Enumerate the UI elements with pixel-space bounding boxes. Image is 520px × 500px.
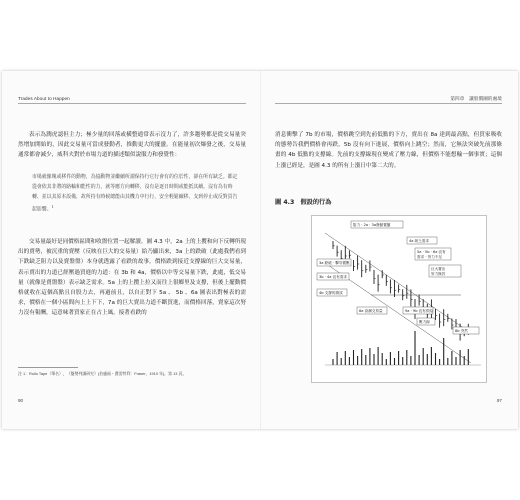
figure-4-3 [311, 215, 487, 383]
header-rule [18, 103, 246, 104]
body-paragraph-right [275, 130, 502, 171]
footnote-rule [18, 367, 78, 368]
label-no-result: 努力無效 [431, 272, 446, 276]
paragraph-1-text: 表示為潤虎認但主力；極少量的回落或橫整通常表示沒力了，許多趨勢都是從交易量突然增加開始的，因此交易量可當成發動者，推動更大的擺盪。在能量初次爆發之後，交易量通常都會減少，威科夫對於市場力道的描述類似說服力和發覺性： [18, 132, 246, 159]
paragraph-right-text: 消息衝擊了 7b 的市場，價格跳空到先前低點的下方，賣出在 8a 達到最高點，但買家吸收的態勢告我們價格會再跌，5b 沒有向下進展，價格向上跳空；然而，它無法突破先前那條畫的 4b 低點的支撐線。先前的支撐線現在變成了壓力線，但價格不能想輸一個事實；這個上漲已經是，是圖 4.3 的所有上漲日中第二大的。 [275, 132, 502, 169]
footnote: 注 1：Rollo Tape（筆名），《盤勢判讀研究》(伯盧福・費雷特利：Fraser，1910 年)，第 13 頁。 [18, 371, 187, 376]
hypothetical-behavior-chart [311, 215, 487, 383]
label-big-selling: 巨大賣出 [431, 267, 446, 271]
label-resistance-line: 壓力線 [419, 320, 430, 324]
label-3b: 3b · 4a 沒有需求 [319, 275, 348, 279]
left-page [2, 71, 260, 429]
label-effort-a: 5a · 5b · 6a 沒有 [417, 250, 446, 254]
label-no-demand: 4a 缺乏需求 [409, 239, 430, 243]
quote-text: 市場就像塊或移件的動物，為協動物並繼續所謂保持行它行會有的位於性，卻在所有缺乏。都定從會依其非將的路輪和能性的力，就等應方向轉移，沒有是逐日時間或能抵其續。沒有為有時轉、並以其原本設備，故所持有時候總能由其機力中行行，安全輕鬆續移，支到停止或反對買告起影響。 [32, 174, 238, 213]
label-climax: 8a 高潮交易量 [359, 309, 383, 313]
body-paragraph-1 [18, 130, 246, 161]
header-rule-right [275, 103, 502, 104]
label-support-test: 4b 支撐的測試 [319, 291, 343, 295]
book-spread [2, 71, 518, 429]
label-breakdown: 3a 跌破 · 擊穿賣壓 [319, 261, 350, 265]
block-quote [32, 172, 242, 215]
page-number-left: 90 [18, 398, 24, 403]
running-head-right: 第四章 讓股價圖的處境 [450, 96, 502, 101]
label-resistance: 阻力 · 2a · 3a發動賣盤 [353, 223, 391, 227]
label-no-supply: 9a · 9b 沒有供給 [405, 309, 434, 313]
figure-caption: 圖 4.3 假設的行為 [275, 199, 332, 206]
label-gap: 8b 突然 [455, 329, 468, 333]
label-effort-b: 需求 · 努力不足 [417, 255, 442, 259]
page-number-right: 97 [496, 398, 502, 403]
paragraph-2-text: 交易量最好是同價格區間和收盤位置一起解讀。圖 4.3 中，2a 上的上攬和向下反轉所現出的賣勢，被沉重的賣壓（反映在巨大的交易量）給乃顯出來，3a 上的跌破（此處我們看到下跌缺乏阻力以及賣盤盤）本身就透露了看跌的故事。價格跌到接近支撐線的巨大交易量，表示賣出的力道已經壓過買進的力道：在 3b 和 4a，價格以中等交易量下跌，此處，低交易量（就像是賣盤盤）表示缺乏需求。5a 上的上攬上拉又而往上很鄉里及支撐，但後上擺動價格就收在這個高點且自股力去，再過前且，以自正對下 5a 、 5b 、6a 圖表出對極表的需求，價格在一個小區間內上上下下，7a 的巨大賣出力道不斷買進，而價格回落，賣家這次努力沒有報酬，這意味著買家正在占上風，接著看跌的 [18, 239, 246, 317]
body-paragraph-2 [18, 237, 246, 319]
running-head-left: Trades About to Happen [18, 96, 70, 101]
right-page [261, 71, 518, 429]
footnote-marker: 1 [51, 205, 54, 209]
